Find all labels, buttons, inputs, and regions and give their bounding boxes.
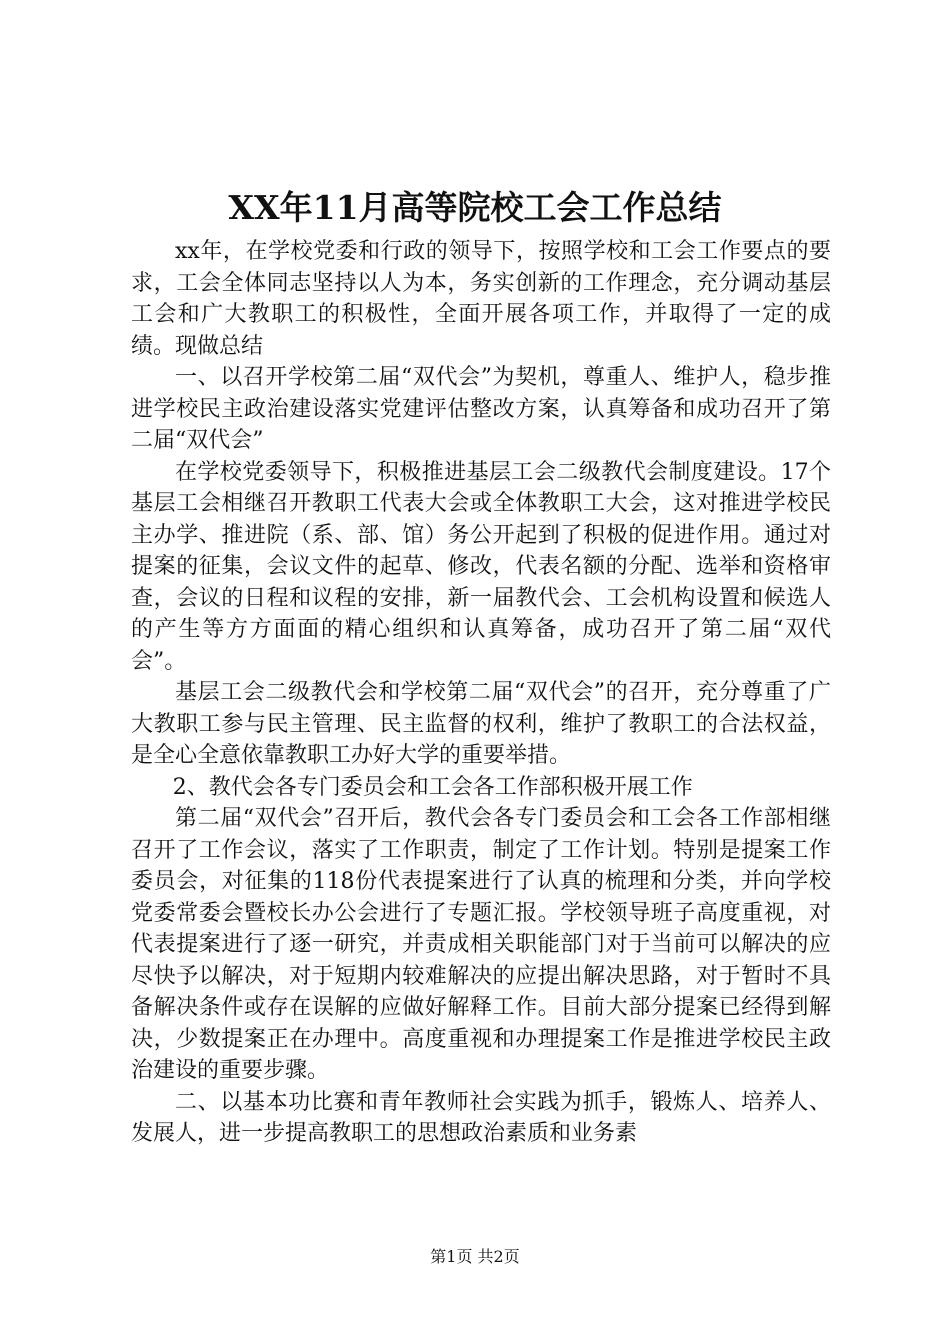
document-body xyxy=(131,236,831,1150)
paragraph-section-2-heading: 二、以基本功比赛和青年教师社会实践为抓手，锻炼人、培养人、发展人，进一步提高教职工的思想政治素质和业务素 xyxy=(131,1089,831,1146)
paragraph-section-1-summary: 基层工会二级教代会和学校第二届“双代会”的召开，充分尊重了广大教职工参与民主管理、民主监督的权利，维护了教职工的合法权益，是全心全意依靠教职工办好大学的重要举措。 xyxy=(131,680,831,768)
paragraph-subsection-2-body: 第二届“双代会”召开后，教代会各专门委员会和工会各工作部相继召开了工作会议，落实了工作职责，制定了工作计划。特别是提案工作委员会，对征集的118份代表提案进行了认真的梳理和分类，并向学校党委常委会暨校长办公会进行了专题汇报。学校领导班子高度重视，对代表提案进行了逐一研究，并责成相关职能部门对于当前可以解决的应尽快予以解决，对于短期内较难解决的应提出解决思路，对于暂时不具备解决条件或存在误解的应做好解释工作。目前大部分提案已经得到解决，少数提案正在办理中。高度重视和办理提案工作是推进学校民主政治建设的重要步骤。 xyxy=(131,806,831,1083)
paragraph-intro: xx年，在学校党委和行政的领导下，按照学校和工会工作要点的要求，工会全体同志坚持以人为本，务实创新的工作理念，充分调动基层工会和广大教职工的积极性，全面开展各项工作，并取得了一定的成绩。现做总结 xyxy=(131,239,831,359)
page-number-footer: 第1页 共2页 xyxy=(430,1247,520,1266)
document-title: XX年11月高等院校工会工作总结 xyxy=(228,188,722,227)
paragraph-section-1-heading: 一、以召开学校第二届“双代会”为契机，尊重人、维护人，稳步推进学校民主政治建设落实党建评估整改方案，认真筹备和成功召开了第二届“双代会” xyxy=(131,365,831,453)
paragraph-section-1-body: 在学校党委领导下，积极推进基层工会二级教代会制度建设。17个基层工会相继召开教职工代表大会或全体教职工大会，这对推进学校民主办学、推进院（系、部、馆）务公开起到了积极的促进作用。通过对提案的征集，会议文件的起草、修改，代表名额的分配、选举和资格审查，会议的日程和议程的安排，新一届教代会、工会机构设置和候选人的产生等方方面面的精心组织和认真筹备，成功召开了第二届“双代会”。 xyxy=(131,459,831,674)
paragraph-subsection-2-heading: 2、教代会各专门委员会和工会各工作部积极开展工作 xyxy=(172,774,693,800)
